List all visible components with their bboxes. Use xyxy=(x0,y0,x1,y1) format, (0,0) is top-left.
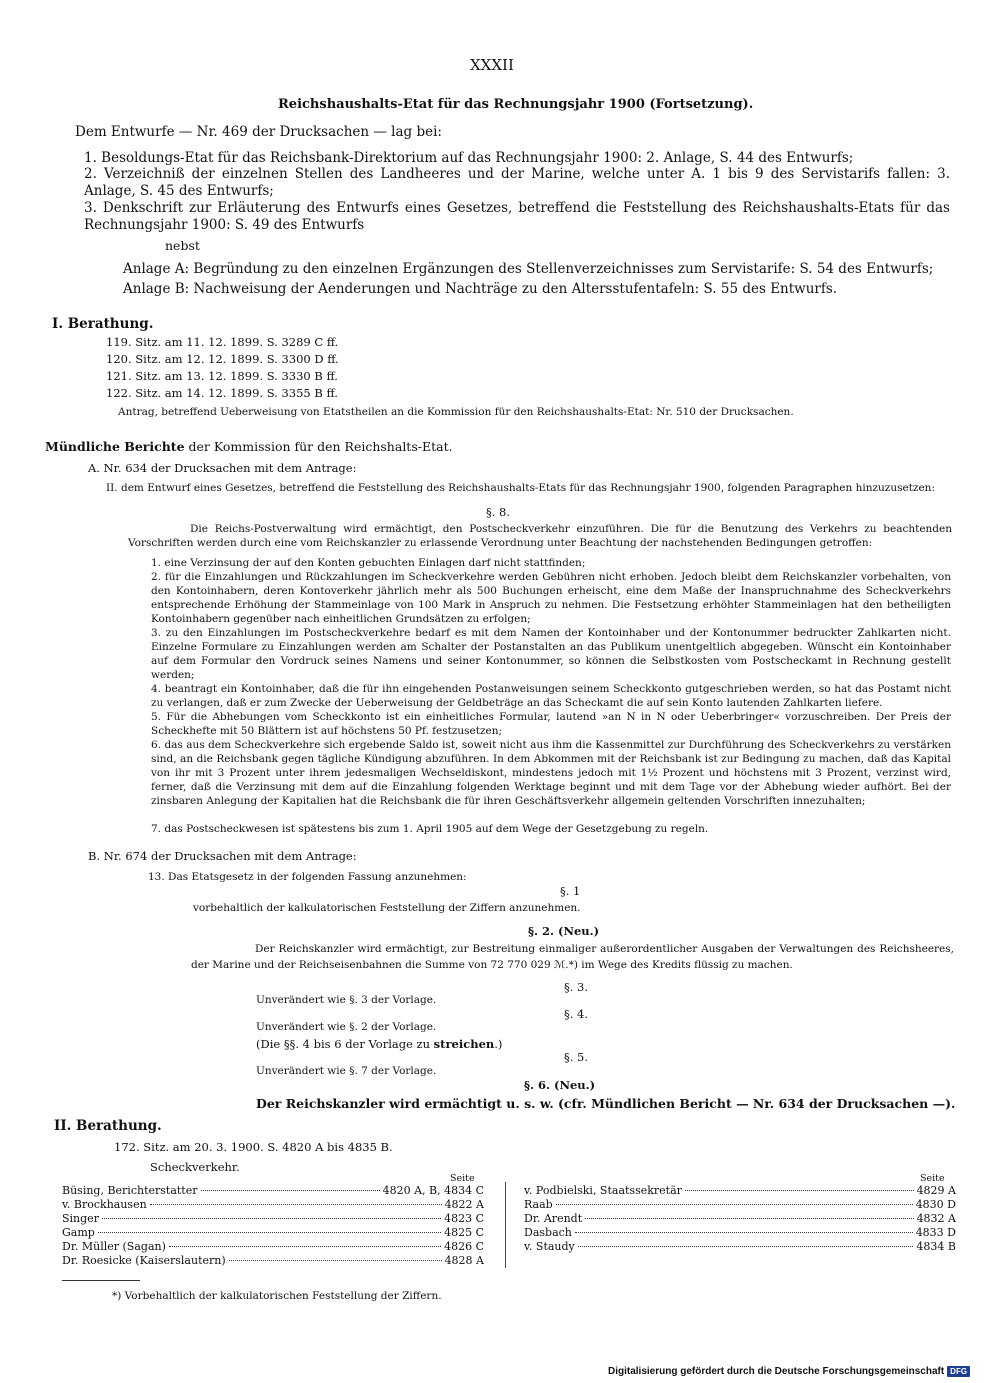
section-6-number: §. 6. (Neu.) xyxy=(524,1078,596,1092)
speakers-right-list xyxy=(524,1184,956,1254)
speaker-name: v. Staudy xyxy=(524,1240,575,1253)
column-divider xyxy=(505,1182,506,1268)
speaker-name: Raab xyxy=(524,1198,553,1211)
dfg-logo: DFG xyxy=(947,1366,970,1377)
section-b-label: B. Nr. 674 der Drucksachen mit dem Antrage: xyxy=(88,849,357,863)
list-item xyxy=(524,1212,956,1226)
section-2-number: §. 2. (Neu.) xyxy=(528,924,600,938)
anlage-b: Anlage B: Nachweisung der Aenderungen und Nachträge zu den Altersstufentafeln: S. 55 des Entwurfs. xyxy=(123,281,838,297)
speaker-name: Gamp xyxy=(62,1226,95,1239)
list-item xyxy=(524,1226,956,1240)
condition-3: 3. zu den Einzahlungen im Postscheckverkehre bedarf es mit dem Namen der Kontoinhaber und der Kontonummer bedruckter Zahlkarten nicht. Einzelne Formulare zu Einzahlungen werden am Schalter der Postanstalten an das Publikum unentgeltlich abgegeben. Wünscht ein Kontoinhaber auf dem Formular den Vordruck seines Namens und seiner Kontonummer, so können die Selbstkosten vom Postscheckamt in Rechnung gestellt werden; xyxy=(151,627,951,681)
speaker-page: 4823 C xyxy=(444,1212,484,1225)
speaker-name: v. Podbielski, Staatssekretär xyxy=(524,1184,682,1197)
condition-1: 1. eine Verzinsung der auf den Konten gebuchten Einlagen darf nicht stattfinden; xyxy=(151,557,586,569)
condition-4: 4. beantragt ein Kontoinhaber, daß die für ihn eingehenden Postanweisungen seinem Scheckkonto gutgeschrieben werden, so hat das Postamt nicht zu verlangen, daß er zum Zwecke der Ueberweisung der Geldbeträge an das Scheckamt die auf sein Konto lautenden Zahlkarten liefere. xyxy=(151,683,951,709)
seite-label-left: Seite xyxy=(450,1173,475,1184)
section-ii-label: II. dem Entwurf eines Gesetzes, betreffend die Feststellung des Reichshaushalts-Etats für das Rechnungsjahr 1900, folgenden Paragraphen hinzuzusetzen: xyxy=(106,482,935,494)
speaker-name: Büsing, Berichterstatter xyxy=(62,1184,198,1197)
intro-line: Dem Entwurfe — Nr. 469 der Drucksachen — lag bei: xyxy=(75,124,442,140)
session-2: 120. Sitz. am 12. 12. 1899. S. 3300 D ff. xyxy=(106,352,339,366)
anlage-a: Anlage A: Begründung zu den einzelnen Ergänzungen des Stellenverzeichnisses zum Servistarife: S. 54 des Entwurfs; xyxy=(123,261,934,277)
section-1-text: vorbehaltlich der kalkulatorischen Feststellung der Ziffern anzunehmen. xyxy=(193,902,581,914)
reports-rest: der Kommission für den Reichshalts-Etat. xyxy=(188,439,453,454)
seite-label-right: Seite xyxy=(920,1173,945,1184)
list-item xyxy=(62,1198,484,1212)
section-5-text: Unverändert wie §. 7 der Vorlage. xyxy=(256,1065,437,1077)
speaker-name: v. Brockhausen xyxy=(62,1198,147,1211)
reports-heading xyxy=(45,439,453,454)
speaker-page: 4825 C xyxy=(444,1226,484,1239)
first-reading-title: I. Berathung. xyxy=(52,316,154,332)
reports-bold: Mündliche Berichte xyxy=(45,439,185,454)
speaker-name: Dr. Arendt xyxy=(524,1212,583,1225)
list-item xyxy=(62,1254,484,1268)
speaker-page: 4822 A xyxy=(444,1198,484,1211)
speaker-page: 4829 A xyxy=(916,1184,956,1197)
note-part-a: (Die §§. 4 bis 6 der Vorlage zu xyxy=(256,1037,434,1051)
list-item xyxy=(524,1198,956,1212)
list-item xyxy=(62,1212,484,1226)
paragraph-8-text: Die Reichs-Postverwaltung wird ermächtigt, den Postscheckverkehr einzuführen. Die für die Benutzung des Verkehrs zu beachtenden Vorschriften werden durch eine vom Reichskanzler zu erlassende Verordnung unter Beachtung der nachstehenden Bedingungen getroffen: xyxy=(128,523,952,549)
annex-2: 2. Verzeichniß der einzelnen Stellen des Landheeres und der Marine, welche unter A. 1 bis 9 des Servistarifs fallen: 3. Anlage, S. 45 des Entwurfs; xyxy=(84,166,950,199)
condition-6: 6. das aus dem Scheckverkehre sich ergebende Saldo ist, soweit nicht aus ihm die Kassenmittel zur Durchführung des Scheckverkehrs zu verstärken sind, an die Reichsbank gegen tägliche Kündigung abzuführen. In dem Abkommen mit der Reichsbank ist zur Bedingung zu machen, daß das Kapital von ihr mit 3 Prozent unter ihrem jedesmaligen Wechseldiskont, mindestens jedoch mit 1½ Prozent und höchstens mit 3 Prozent, verzinst wird, ferner, daß die Verzinsung mit dem auf die Einzahlung folgenden Werktage beginnt und mit dem Tage vor der Abhebung wieder aufhört. Bei der zinsbaren Anlegung der Kapitalien hat die Reichsbank die für ihren Geschäftsverkehr allgemein geltenden Vorschriften innezuhalten; xyxy=(151,739,951,807)
condition-7: 7. das Postscheckwesen ist spätestens bis zum 1. April 1905 auf dem Wege der Gesetzgebung zu regeln. xyxy=(151,823,709,835)
annex-3: 3. Denkschrift zur Erläuterung des Entwurfs eines Gesetzes, betreffend die Feststellung des Reichshaushalts-Etats für das Rechnungsjahr 1900: S. 49 des Entwurfs xyxy=(84,200,950,233)
section-4-note xyxy=(256,1037,502,1051)
page-number: XXXII xyxy=(470,56,514,74)
antrag-line: Antrag, betreffend Ueberweisung von Etatstheilen an die Kommission für den Reichshaushalts-Etat: Nr. 510 der Drucksachen. xyxy=(118,406,794,418)
section-3-number: §. 3. xyxy=(564,980,589,994)
speaker-page: 4820 A, B, 4834 C xyxy=(382,1184,484,1197)
second-reading-title: II. Berathung. xyxy=(54,1118,162,1134)
speakers-left-list xyxy=(62,1184,484,1268)
footnote: *) Vorbehaltlich der kalkulatorischen Feststellung der Ziffern. xyxy=(112,1290,442,1302)
speaker-name: Singer xyxy=(62,1212,99,1225)
list-item xyxy=(62,1226,484,1240)
nebst-label: nebst xyxy=(165,238,200,253)
list-item xyxy=(524,1184,956,1198)
condition-5: 5. Für die Abhebungen vom Scheckkonto ist ein einheitliches Formular, lautend »an N in N oder Ueberbringer« vorzuschreiben. Der Preis der Scheckhefte mit 50 Blättern ist auf höchstens 50 Pf. festzusetzen; xyxy=(151,711,951,737)
annex-1: 1. Besoldungs-Etat für das Reichsbank-Direktorium auf das Rechnungsjahr 1900: 2. Anlage, S. 44 des Entwurfs; xyxy=(84,150,854,166)
section-1-number: §. 1 xyxy=(560,884,581,898)
list-item xyxy=(62,1240,484,1254)
speaker-name: Dr. Müller (Sagan) xyxy=(62,1240,166,1253)
speaker-page: 4832 A xyxy=(916,1212,956,1225)
session-1: 119. Sitz. am 11. 12. 1899. S. 3289 C ff. xyxy=(106,335,339,349)
speaker-page: 4834 B xyxy=(916,1240,956,1253)
list-item xyxy=(62,1184,484,1198)
section-a-label: A. Nr. 634 der Drucksachen mit dem Antrage: xyxy=(88,461,357,475)
section-3-text: Unverändert wie §. 3 der Vorlage. xyxy=(256,994,437,1006)
speaker-name: Dasbach xyxy=(524,1226,572,1239)
item-13: 13. Das Etatsgesetz in der folgenden Fassung anzunehmen: xyxy=(148,871,467,883)
session-3: 121. Sitz. am 13. 12. 1899. S. 3330 B ff. xyxy=(106,369,338,383)
section-6-text: Der Reichskanzler wird ermächtigt u. s. w. (cfr. Mündlichen Bericht — Nr. 634 der Drucksachen —). xyxy=(256,1096,956,1111)
topic-label: Scheckverkehr. xyxy=(150,1160,240,1174)
note-part-c: .) xyxy=(494,1037,503,1051)
list-item xyxy=(524,1240,956,1254)
second-session: 172. Sitz. am 20. 3. 1900. S. 4820 A bis 4835 B. xyxy=(114,1140,393,1154)
speaker-page: 4826 C xyxy=(444,1240,484,1253)
speaker-page: 4828 A xyxy=(444,1254,484,1267)
footnote-rule xyxy=(62,1280,140,1281)
funding-footer xyxy=(608,1365,984,1377)
section-2-text: Der Reichskanzler wird ermächtigt, zur Bestreitung einmaliger außerordentlicher Ausgaben der Verwaltungen des Reichsheeres, der Marine und der Reichseisenbahnen die Summe von 72 770 029 ℳ.*) im Wege des Kredits flüssig zu machen. xyxy=(191,943,954,971)
footer-text: Digitalisierung gefördert durch die Deutsche Forschungsgemeinschaft xyxy=(608,1365,945,1377)
section-4-text: Unverändert wie §. 2 der Vorlage. xyxy=(256,1021,437,1033)
speaker-name: Dr. Roesicke (Kaiserslautern) xyxy=(62,1254,226,1267)
note-strike-word: streichen xyxy=(433,1037,495,1051)
section-5-number: §. 5. xyxy=(564,1050,589,1064)
session-4: 122. Sitz. am 14. 12. 1899. S. 3355 B ff. xyxy=(106,386,338,400)
paragraph-8-number: §. 8. xyxy=(486,505,511,519)
page-heading: Reichshaushalts-Etat für das Rechnungsjahr 1900 (Fortsetzung). xyxy=(278,97,754,112)
speaker-page: 4833 D xyxy=(915,1226,956,1239)
section-4-number: §. 4. xyxy=(564,1007,589,1021)
speaker-page: 4830 D xyxy=(915,1198,956,1211)
condition-2: 2. für die Einzahlungen und Rückzahlungen im Scheckverkehre werden Gebühren nicht erhoben. Jedoch bleibt dem Reichskanzler vorbehalten, von den Kontoinhabern, deren Kontoverkehr jährlich mehr als 500 Buchungen erheischt, eine dem Maße der Inanspruchnahme des Scheckverkehrs entsprechende Erhöhung der Stammeinlage von 100 Mark in Anspruch zu nehmen. Die Festsetzung erhöhter Stammeinlagen hat den betheiligten Kontoinhabern gegenüber nach einheitlichen Grundsätzen zu erfolgen; xyxy=(151,571,951,625)
